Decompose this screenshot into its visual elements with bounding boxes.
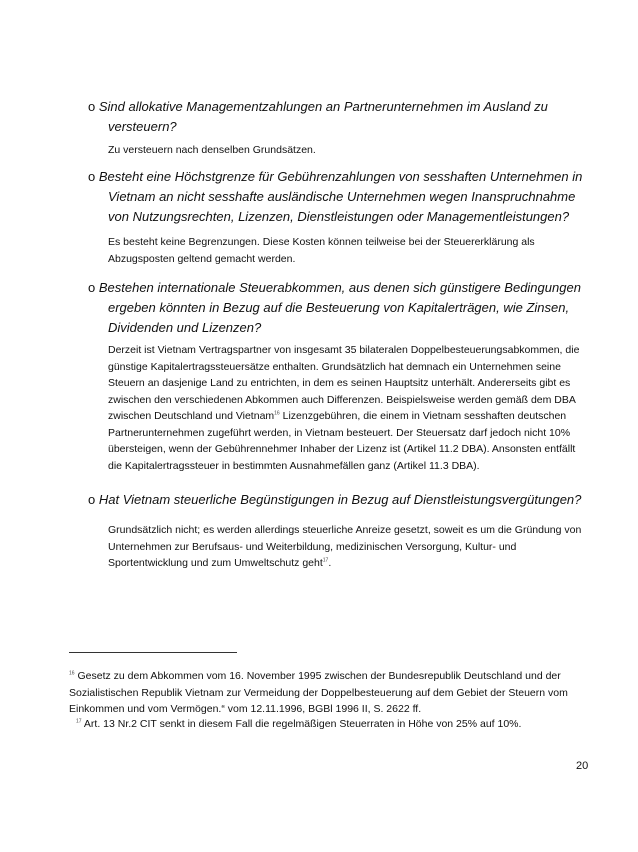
- footnote-17: [76, 716, 599, 733]
- footnote-16: [69, 668, 599, 718]
- bullet-marker: o: [88, 492, 96, 507]
- question-text: Bestehen internationale Steuerabkommen, aus denen sich günstigere Bedingungen ergeben könnten in Bezug auf die Besteuerung von Kapitalerträgen, wie Zinsen, Dividenden und Lizenzen?: [98, 280, 581, 335]
- answer-text: .: [328, 557, 332, 569]
- answer-text: Derzeit ist Vietnam Vertragspartner von insgesamt 35 bilateralen Doppelbesteuerungsabkommen, die günstige Kapitalertragssteuersätze enthalten. Grundsätzlich hat demnach ein Unternehmen seine Steuern an dasjenige Land zu entrichten, in dem es seinen Hauptsitz unterhält. Andererseits gibt es zwischen den verschiedenen Abkommen auch Differenzen. Beispielsweise werden gemäß dem DBA zwischen Deutschland und Vietnam: [108, 344, 580, 422]
- question-text: Hat Vietnam steuerliche Begünstigungen in Bezug auf Dienstleistungsvergütungen?: [98, 492, 582, 507]
- footnote-ref-16[interactable]: 16: [274, 410, 280, 417]
- answer-text: Grundsätzlich nicht; es werden allerdings steuerliche Anreize gesetzt, soweit es um die Gründung von Unternehmen zur Berufsaus- und Weiterbildung, medizinischen Versorgung, Kultur- und Sportentwicklung und zum Umweltschutz geht: [108, 524, 582, 569]
- bullet-marker: o: [88, 169, 96, 184]
- question-text: Besteht eine Höchstgrenze für Gebührenzahlungen von sesshaften Unternehmen in Vietnam an nicht sesshafte ausländische Unternehmen wegen Inanspruchnahme von Nutzungsrechten, Lizenzen, Dienstleistungen oder Managementleistungen?: [98, 169, 583, 224]
- answer-4: [108, 522, 590, 572]
- question-3: [88, 278, 588, 338]
- answer-text: Lizenzgebühren, die einem in Vietnam sesshaften deutschen Partnerunternehmen zugeführt werden, in Vietnam besteuert. Der Steuersatz darf jedoch nicht 10% übersteigen, wenn der Gebührennehmer Inhaber der Lizenz ist (Artikel 11.2 DBA). Ansonsten entfällt die Kapitalertragssteuer in bestimmten Ausnahmefällen ganz (Artikel 11.3 DBA).: [108, 410, 576, 472]
- footnote-ref-17[interactable]: 17: [322, 557, 329, 564]
- page-number: 20: [576, 760, 589, 772]
- footnote-separator: [69, 652, 237, 653]
- footnote-marker: 16: [69, 670, 75, 677]
- question-text: Sind allokative Managementzahlungen an Partnerunternehmen im Ausland zu versteuern?: [98, 99, 548, 134]
- bullet-marker: o: [88, 99, 96, 114]
- question-1: [88, 97, 588, 137]
- footnote-text: Art. 13 Nr.2 CIT senkt in diesem Fall die regelmäßigen Steuerraten in Höhe von 25% auf 10%.: [83, 718, 522, 730]
- answer-2: Es besteht keine Begrenzungen. Diese Kosten können teilweise bei der Steuererklärung als Abzugsposten geltend gemacht werden.: [108, 236, 535, 265]
- answer-1: Zu versteuern nach denselben Grundsätzen.: [108, 144, 316, 156]
- question-2: [88, 167, 588, 227]
- answer-3: [108, 342, 590, 474]
- bullet-marker: o: [88, 280, 96, 295]
- footnote-text: Gesetz zu dem Abkommen vom 16. November 1995 zwischen der Bundesrepublik Deutschland und der Sozialistischen Republik Vietnam zur Vermeidung der Doppelbesteuerung auf dem Gebiet der Steuern vom Einkommen und vom Vermögen.“ vom 12.11.1996, BGBl 1996 II, S. 2622 ff.: [69, 670, 568, 715]
- footnote-marker: 17: [76, 718, 82, 725]
- question-4: [88, 490, 588, 510]
